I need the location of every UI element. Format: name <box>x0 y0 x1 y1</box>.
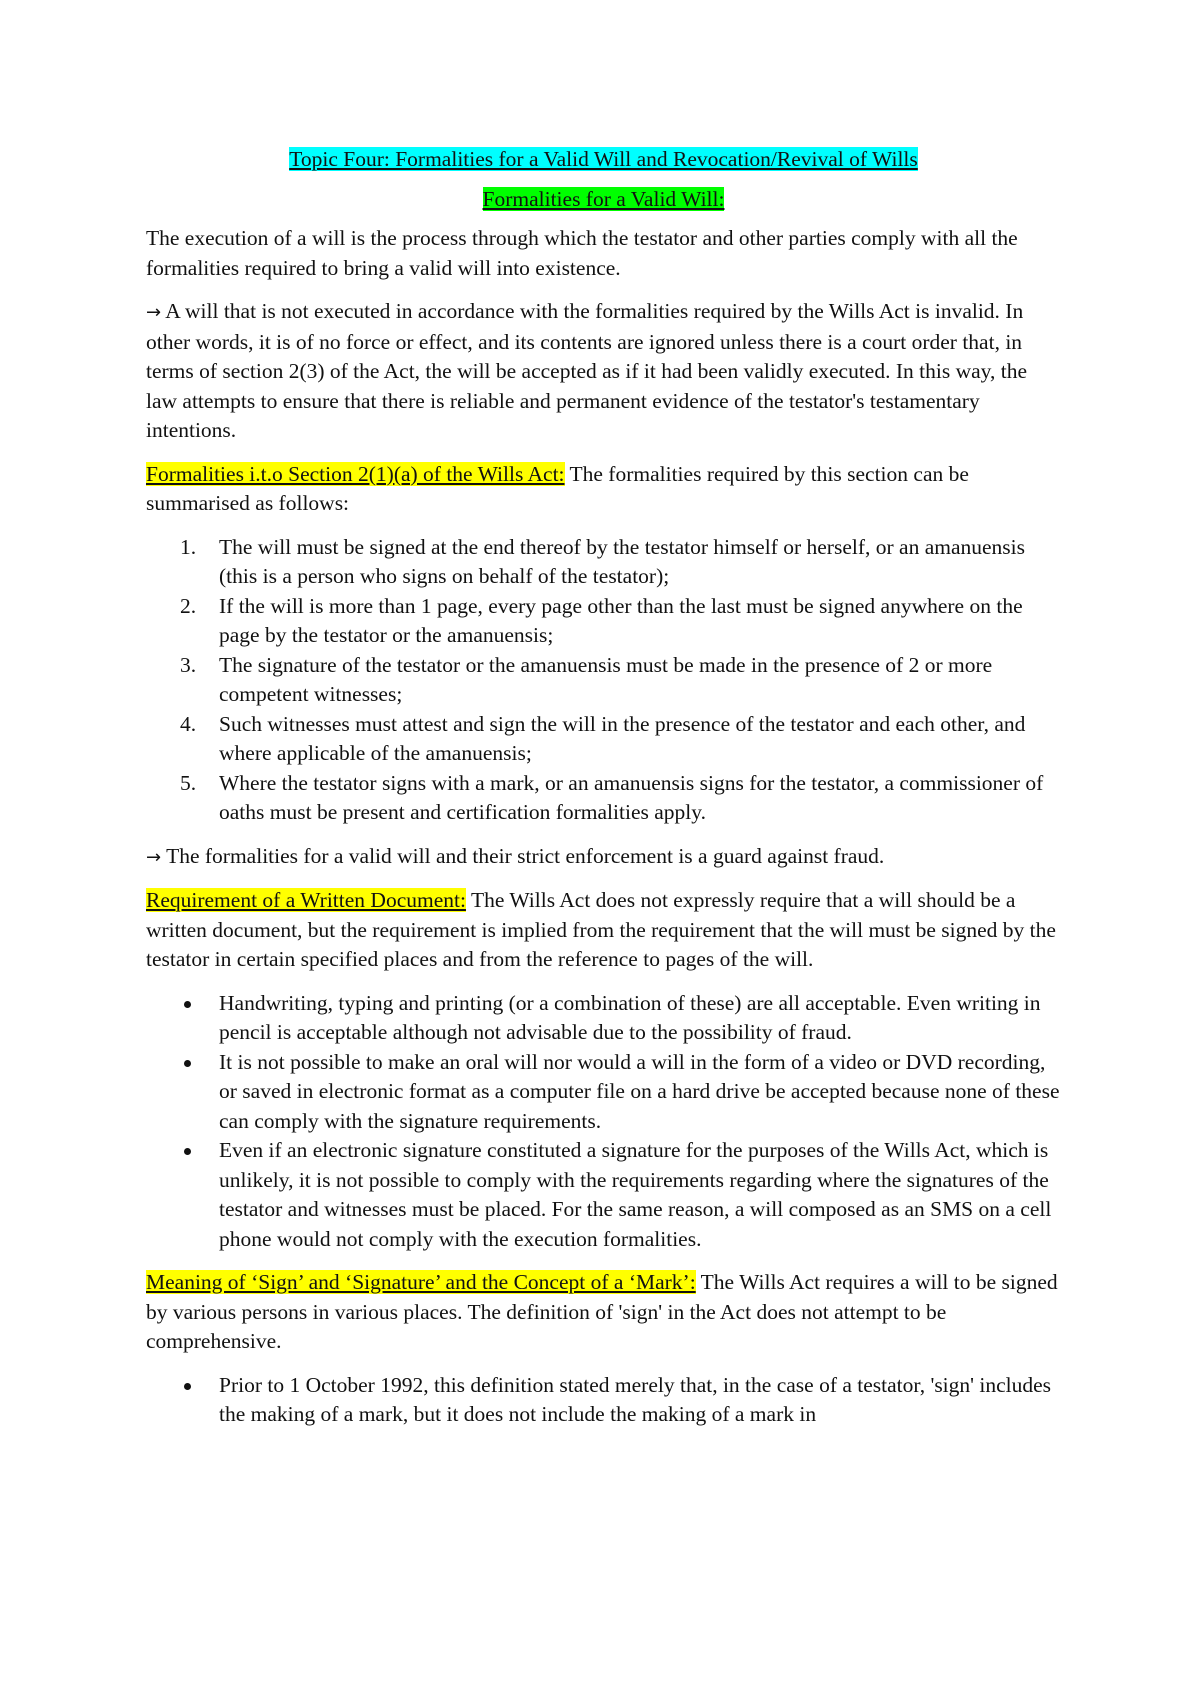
written-document-text: The Wills Act does not expressly require that a will should be a written document, but the requirement is implied from the requirement that the will must be signed by the testator in certain specified places and from the reference to pages of the will. <box>146 888 1056 971</box>
intro-paragraph: The execution of a will is the process through which the testator and other parties comply with all the formalities required to bring a valid will into existence. <box>146 226 1018 280</box>
section-2-1-a-paragraph <box>146 460 1061 519</box>
list-number: 5. <box>180 770 197 795</box>
list-item <box>146 1136 1061 1254</box>
bullet-icon <box>184 1383 191 1390</box>
section-2-1-a-heading: Formalities i.t.o Section 2(1)(a) of the Wills Act: <box>146 461 565 486</box>
list-item-text: The signature of the testator or the amanuensis must be made in the presence of 2 or more competent witnesses; <box>219 652 993 706</box>
written-document-paragraph <box>146 886 1061 975</box>
document-content <box>146 145 1061 1444</box>
bullet-icon <box>184 1001 191 1008</box>
list-item-text: It is not possible to make an oral will nor would a will in the form of a video or DVD recording, or saved in electronic format as a computer file on a hard drive be accepted because none of these can comply with the signature requirements. <box>219 1049 1060 1133</box>
formalities-list <box>146 533 1061 828</box>
arrow-icon: → <box>146 846 162 868</box>
section-2-1-a-text: The formalities required by this section can be summarised as follows: <box>146 461 969 515</box>
list-item-text: If the will is more than 1 page, every page other than the last must be signed anywhere on the page by the testator or the amanuensis; <box>219 593 1023 647</box>
arrow-paragraph-text: A will that is not executed in accordance with the formalities required by the Wills Act is invalid. In other words, it is of no force or effect, and its contents are ignored unless there is a court order that, in terms of section 2(3) of the Act, the will be accepted as if it had been validly executed. In this way, the law attempts to ensure that there is reliable and permanent evidence of the testator's testamentary intentions. <box>146 299 1028 442</box>
section-subtitle: Formalities for a Valid Will: <box>482 186 725 211</box>
sign-meaning-heading: Meaning of ‘Sign’ and ‘Signature’ and the Concept of a ‘Mark’: <box>146 1270 696 1294</box>
written-document-heading: Requirement of a Written Document: <box>146 888 466 912</box>
list-item <box>146 533 1061 592</box>
list-item-text: The will must be signed at the end thereof by the testator himself or herself, or an amanuensis (this is a person who signs on behalf of the testator); <box>219 534 1026 588</box>
arrow-paragraph-invalid-will <box>146 297 1061 446</box>
title-line <box>146 145 1061 175</box>
list-item <box>146 769 1061 828</box>
bullet-icon <box>184 1148 191 1155</box>
list-number: 1. <box>180 534 197 559</box>
list-item-text: Where the testator signs with a mark, or an amanuensis signs for the testator, a commissioner of oaths must be present and certification formalities apply. <box>219 770 1044 824</box>
sign-meaning-text: The Wills Act requires a will to be signed by various persons in various places. The definition of 'sign' in the Act does not attempt to be comprehensive. <box>146 1270 1058 1353</box>
list-item-text: Such witnesses must attest and sign the will in the presence of the testator and each other, and where applicable of the amanuensis; <box>219 711 1026 765</box>
arrow-icon: → <box>146 302 162 323</box>
list-item <box>146 1048 1061 1137</box>
written-document-bullets <box>146 989 1061 1255</box>
list-number: 2. <box>180 593 197 618</box>
subtitle-line <box>146 185 1061 215</box>
arrow-paragraph-text: The formalities for a valid will and their strict enforcement is a guard against fraud. <box>166 843 885 868</box>
list-item <box>146 592 1061 651</box>
list-number: 3. <box>180 652 197 677</box>
bullet-icon <box>184 1060 191 1067</box>
list-item <box>146 989 1061 1048</box>
page-title: Topic Four: Formalities for a Valid Will and Revocation/Revival of Wills <box>289 147 918 171</box>
sign-meaning-bullets <box>146 1371 1061 1430</box>
arrow-paragraph-fraud <box>146 842 1061 873</box>
list-item-text: Prior to 1 October 1992, this definition stated merely that, in the case of a testator, 'sign' includes the making of a mark, but it does not include the making of a mark in <box>219 1372 1052 1426</box>
list-number: 4. <box>180 711 197 736</box>
list-item-text: Handwriting, typing and printing (or a combination of these) are all acceptable. Even writing in pencil is acceptable although not advisable due to the possibility of fraud. <box>219 990 1041 1044</box>
list-item <box>146 1371 1061 1430</box>
list-item-text: Even if an electronic signature constituted a signature for the purposes of the Wills Act, which is unlikely, it is not possible to comply with the requirements regarding where the signatures of the testator and witnesses must be placed. For the same reason, a will composed as an SMS on a cell phone would not comply with the execution formalities. <box>219 1138 1052 1251</box>
sign-meaning-paragraph <box>146 1268 1061 1357</box>
list-item <box>146 651 1061 710</box>
list-item <box>146 710 1061 769</box>
